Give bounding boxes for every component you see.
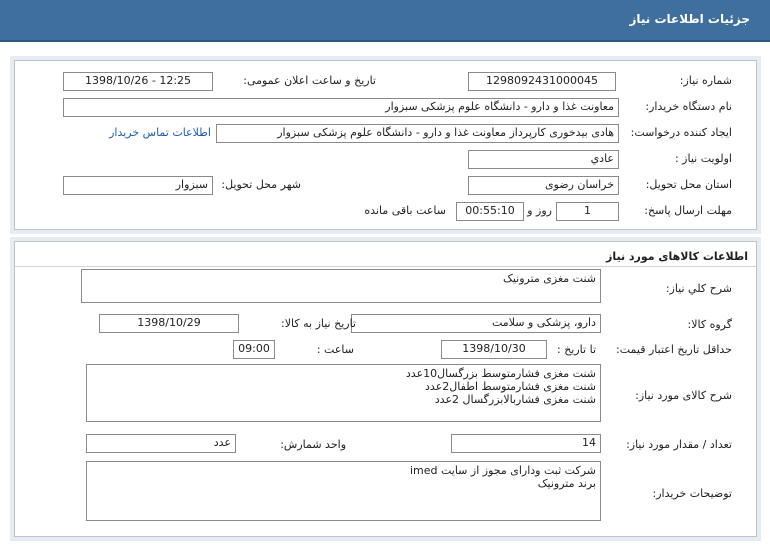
buyer-notes-field[interactable] — [86, 461, 601, 521]
page-header — [0, 0, 770, 42]
creator-label: ایجاد کننده درخواست: — [630, 126, 732, 139]
buyer-contact-link[interactable]: اطلاعات تماس خریدار — [109, 126, 211, 139]
priority-field[interactable]: عادي — [468, 150, 619, 169]
goods-desc-line: شنت مغزی فشارمتوسط بزرگسال10عدد — [405, 367, 596, 380]
goods-desc-label: شرح کالای مورد نیاز: — [635, 389, 732, 402]
goods-section-title: اطلاعات کالاهای مورد نیاز — [606, 250, 748, 263]
buyer-notes-line: برند مترونیک — [537, 477, 596, 490]
remaining-suffix: ساعت باقی مانده — [364, 204, 446, 217]
buyer-org-field[interactable]: معاونت غذا و دارو - دانشگاه علوم پزشکی سبزوار — [63, 98, 619, 117]
days-field[interactable]: 1 — [556, 202, 619, 221]
goods-desc-line: شنت مغزی فشارمتوسط اطفال2عدد — [425, 380, 596, 393]
city-field[interactable]: سبزوار — [63, 176, 213, 195]
announce-date-field[interactable]: 1398/10/26 - 12:25 — [63, 72, 213, 91]
deadline-label: مهلت ارسال پاسخ: — [644, 204, 732, 217]
time-remaining-field[interactable]: 00:55:10 — [456, 202, 524, 221]
general-desc-field[interactable] — [81, 269, 601, 303]
need-info-panel — [14, 60, 757, 230]
price-validity-label: حداقل تاریخ اعتبار قیمت: — [616, 343, 732, 356]
section-divider — [15, 266, 756, 267]
need-number-field[interactable]: 1298092431000045 — [468, 72, 616, 91]
quantity-field[interactable]: 14 — [451, 434, 601, 453]
need-number-label: شماره نیاز: — [679, 74, 732, 87]
validity-time-field[interactable]: 09:00 — [233, 340, 275, 359]
unit-label: واحد شمارش: — [280, 438, 346, 451]
creator-field[interactable]: هادی بیدخوری کارپرداز معاونت غذا و دارو - دانشگاه علوم پزشکی سبزوار — [216, 124, 619, 143]
city-label: شهر محل تحویل: — [221, 178, 301, 191]
quantity-label: تعداد / مقدار مورد نیاز: — [626, 438, 732, 451]
general-desc-label: شرح کلي نیاز: — [665, 282, 732, 295]
goods-group-field[interactable]: دارو، پزشکی و سلامت — [351, 314, 601, 333]
buyer-org-label: نام دستگاه خریدار: — [645, 100, 732, 113]
need-date-label: تاریخ نیاز به کالا: — [281, 317, 356, 330]
general-desc-text: شنت مغزی مترونیک — [502, 272, 596, 285]
page-title: جزئیات اطلاعات نیاز — [629, 12, 750, 26]
province-field[interactable]: خراسان رضوی — [468, 176, 619, 195]
priority-label: اولویت نیاز : — [674, 152, 732, 165]
days-suffix: روز و — [527, 204, 552, 217]
goods-panel — [14, 241, 757, 537]
unit-field[interactable]: عدد — [86, 434, 236, 453]
goods-group-label: گروه کالا: — [687, 318, 732, 331]
announce-date-label: تاریخ و ساعت اعلان عمومی: — [243, 74, 376, 87]
validity-date-field[interactable]: 1398/10/30 — [441, 340, 547, 359]
buyer-notes-label: توضیحات خریدار: — [652, 487, 732, 500]
province-label: استان محل تحویل: — [645, 178, 732, 191]
validity-hour-label: ساعت : — [316, 343, 354, 356]
goods-desc-field[interactable] — [86, 364, 601, 422]
goods-desc-line: شنت مغزی فشاربالابزرگسال 2عدد — [434, 393, 596, 406]
until-date-label: تا تاریخ : — [557, 343, 596, 356]
need-date-field[interactable]: 1398/10/29 — [99, 314, 239, 333]
buyer-notes-line: شرکت ثبت ودارای مجوز از سایت imed — [409, 464, 596, 477]
